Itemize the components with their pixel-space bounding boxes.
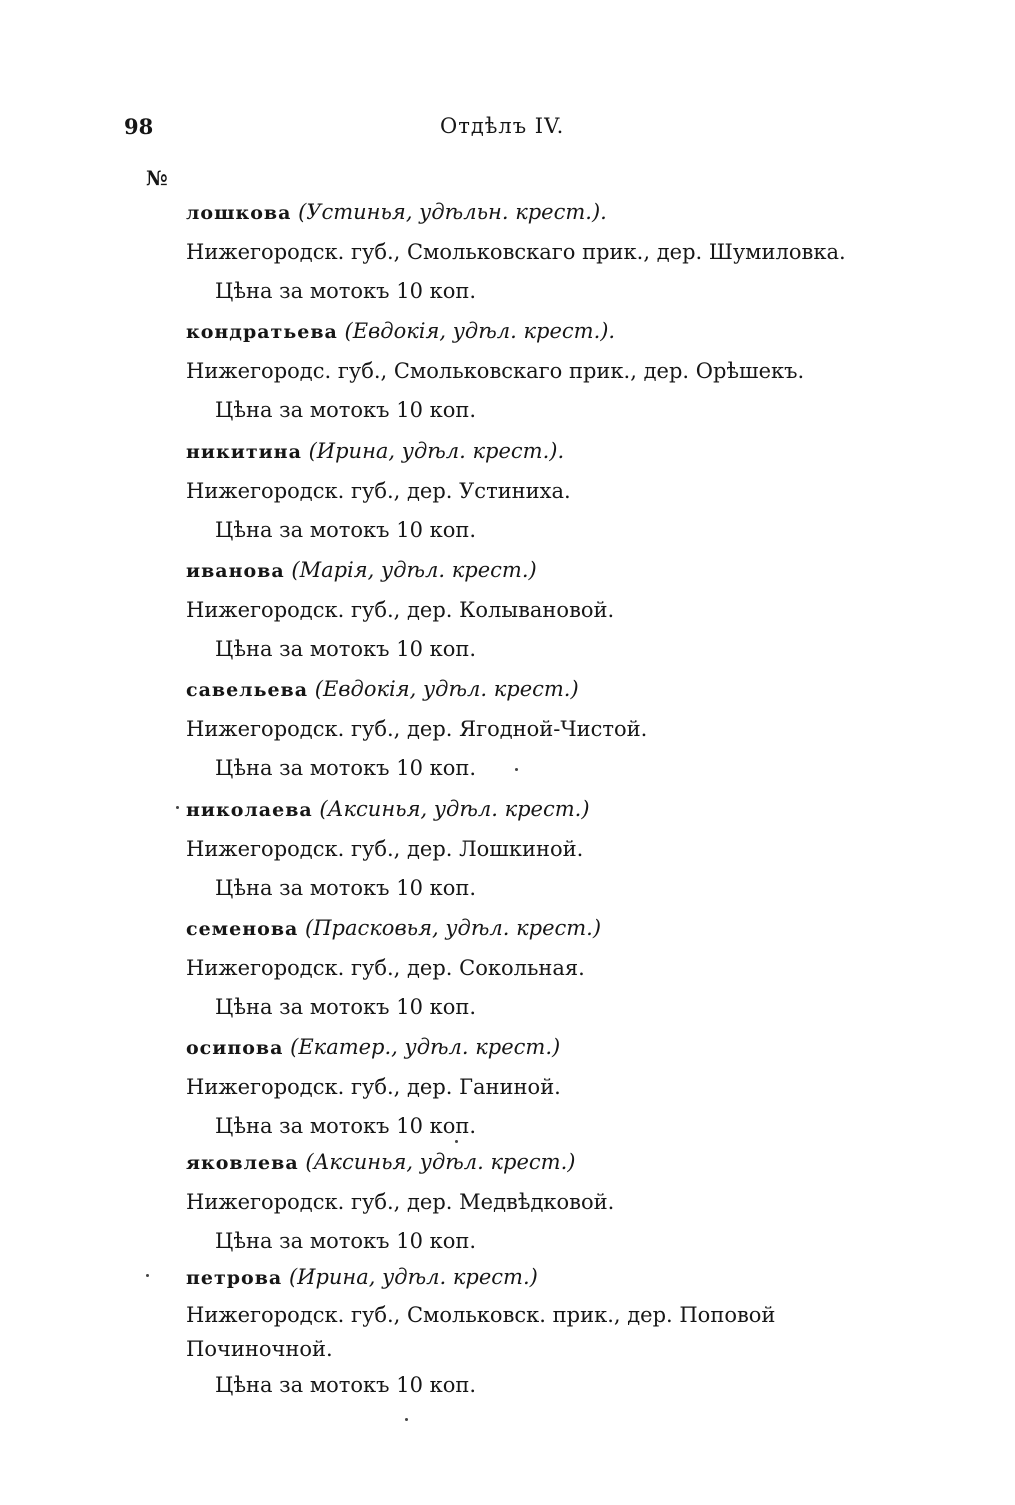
entry-name: петрова (186, 1267, 283, 1289)
entry (186, 1258, 906, 1405)
entry-heading (186, 432, 906, 472)
entry-heading (186, 670, 906, 710)
entry-location: Нижегородск. губ., дер. Ганиной. (186, 1075, 561, 1099)
scan-speck (515, 768, 518, 771)
entry-name: савельева (186, 679, 309, 701)
entry (186, 193, 906, 311)
entry (186, 312, 906, 430)
entry-desc: (Аксинья, удѣл. крест.) (305, 1150, 576, 1174)
entry-desc: (Марія, удѣл. крест.) (291, 558, 537, 582)
entry-desc: (Екатер., удѣл. крест.) (290, 1035, 561, 1059)
entry-price: Цѣна за мотокъ 10 коп. (215, 1373, 477, 1397)
entry-desc: (Евдокія, удѣл. крест.) (314, 677, 579, 701)
entry-name: кондратьева (186, 321, 338, 343)
entry (186, 551, 906, 669)
scan-speck (176, 806, 179, 809)
numero-mark: № (146, 166, 168, 190)
entry-desc: (Аксинья, удѣл. крест.) (319, 797, 590, 821)
entry-heading (186, 790, 906, 830)
entry-location: Нижегородск. губ., дер. Колывановой. (186, 598, 615, 622)
entry (186, 909, 906, 1027)
entry-name: осипова (186, 1037, 284, 1059)
entry-price: Цѣна за мотокъ 10 коп. (215, 756, 477, 780)
entry-price: Цѣна за мотокъ 10 коп. (215, 279, 477, 303)
entry-name: иванова (186, 560, 285, 582)
entry-name: яковлева (186, 1152, 299, 1174)
entry-desc: (Ирина, удѣл. крест.). (308, 439, 565, 463)
entry-price: Цѣна за мотокъ 10 коп. (215, 518, 477, 542)
entry-location: Нижегородск. губ., дер. Устиниха. (186, 479, 571, 503)
running-head: Отдѣлъ IV. (440, 114, 565, 138)
scan-speck (455, 1140, 458, 1143)
entry-name: николаева (186, 799, 313, 821)
entry-name: семенова (186, 918, 299, 940)
entry-price: Цѣна за мотокъ 10 коп. (215, 876, 477, 900)
entry (186, 790, 906, 908)
entry (186, 1028, 906, 1146)
entry-heading (186, 551, 906, 591)
entry-location: Нижегородск. губ., Смольковскаго прик., дер. Шумиловка. (186, 240, 846, 264)
entry-price: Цѣна за мотокъ 10 коп. (215, 398, 477, 422)
entry-price: Цѣна за мотокъ 10 коп. (215, 1229, 477, 1253)
entry (186, 432, 906, 550)
entry-heading (186, 312, 906, 352)
entry-location: Нижегородс. губ., Смольковскаго прик., дер. Орѣшекъ. (186, 359, 805, 383)
entry-name: никитина (186, 441, 302, 463)
entry-location: Нижегородск. губ., дер. Сокольная. (186, 956, 585, 980)
entry-heading (186, 909, 906, 949)
scan-speck (146, 1274, 149, 1277)
entry (186, 670, 906, 788)
entry-location: Нижегородск. губ., дер. Ягодной-Чистой. (186, 717, 648, 741)
entry-desc: (Евдокія, удѣл. крест.). (344, 319, 616, 343)
entry-desc: (Устинья, удѣльн. крест.). (298, 200, 607, 224)
entry (186, 1143, 906, 1261)
entry-location: Нижегородск. губ., дер. Медвѣдковой. (186, 1190, 615, 1214)
entry-price: Цѣна за мотокъ 10 коп. (215, 1114, 477, 1138)
entry-heading (186, 1258, 906, 1298)
entry-price: Цѣна за мотокъ 10 коп. (215, 995, 477, 1019)
entry-heading (186, 193, 906, 233)
entry-location: Нижегородск. губ., дер. Лошкиной. (186, 837, 584, 861)
entry-name: лошкова (186, 202, 292, 224)
entry-desc: (Ирина, удѣл. крест.) (288, 1265, 538, 1289)
entry-desc: (Прасковья, удѣл. крест.) (305, 916, 602, 940)
entry-heading (186, 1143, 906, 1183)
entry-location: Нижегородск. губ., Смольковск. прик., дер. Поповой Починочной. (186, 1303, 776, 1361)
entry-heading (186, 1028, 906, 1068)
page-number: 98 (124, 114, 154, 139)
entry-price: Цѣна за мотокъ 10 коп. (215, 637, 477, 661)
scan-speck (405, 1418, 408, 1421)
